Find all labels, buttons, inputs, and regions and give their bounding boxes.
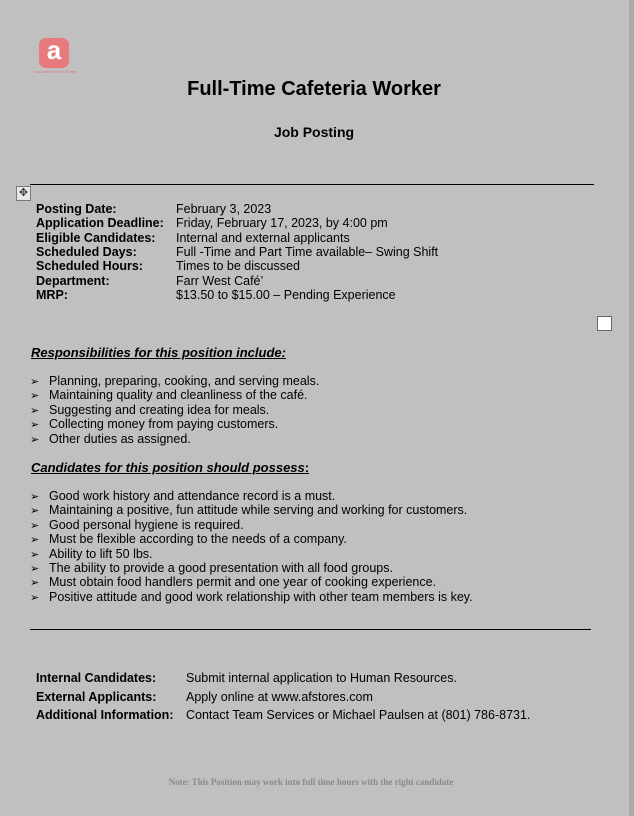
qualifications-heading-colon: : xyxy=(304,460,310,475)
list-item-text: Good personal hygiene is required. xyxy=(49,518,244,532)
detail-row xyxy=(36,245,438,259)
detail-row xyxy=(36,216,388,230)
detail-row xyxy=(36,274,263,288)
list-item-text: Ability to lift 50 lbs. xyxy=(49,547,153,561)
arrow-bullet-icon: ➢ xyxy=(30,534,40,546)
detail-label: MRP: xyxy=(36,288,68,302)
contact-row xyxy=(36,708,530,722)
table-move-icon[interactable]: ✥ xyxy=(16,186,31,201)
list-item-text: Good work history and attendance record is a must. xyxy=(49,489,336,503)
detail-label: Application Deadline: xyxy=(36,216,164,230)
list-item-text: Must be flexible according to the needs of a company. xyxy=(49,532,347,546)
page-title: Full-Time Cafeteria Worker xyxy=(187,78,441,100)
contact-label: External Applicants: xyxy=(36,690,157,704)
table-resize-handle-icon[interactable] xyxy=(597,316,612,331)
contact-row xyxy=(36,671,457,685)
contact-row xyxy=(36,690,373,704)
detail-row xyxy=(36,231,350,245)
arrow-bullet-icon: ➢ xyxy=(30,390,40,402)
contact-value: Submit internal application to Human Resources. xyxy=(186,671,457,685)
arrow-bullet-icon: ➢ xyxy=(30,577,40,589)
detail-label: Department: xyxy=(36,274,110,288)
contact-value: Apply online at www.afstores.com xyxy=(186,690,373,704)
detail-label: Posting Date: xyxy=(36,202,117,216)
contact-label: Additional Information: xyxy=(36,708,174,722)
arrow-bullet-icon: ➢ xyxy=(30,419,40,431)
detail-value: $13.50 to $15.00 – Pending Experience xyxy=(176,288,396,302)
page-subtitle: Job Posting xyxy=(273,124,355,140)
list-item-text: Suggesting and creating idea for meals. xyxy=(49,403,270,417)
detail-row xyxy=(36,259,300,273)
detail-value: Friday, February 17, 2023, by 4:00 pm xyxy=(176,216,388,230)
list-item xyxy=(30,489,335,504)
list-item-text: Maintaining quality and cleanliness of the café. xyxy=(49,388,308,402)
list-item-text: The ability to provide a good presentation with all food groups. xyxy=(49,561,393,575)
logo-caption: Associated Food Stores xyxy=(33,69,77,74)
responsibilities-heading: Responsibilities for this position include: xyxy=(31,345,286,360)
detail-label: Scheduled Days: xyxy=(36,245,137,259)
list-item xyxy=(30,374,319,389)
detail-value: Farr West Café’ xyxy=(176,274,264,288)
detail-label: Scheduled Hours: xyxy=(36,259,143,273)
footer-note: Note: This Position may work into full time hours with the right candidate xyxy=(168,777,454,787)
company-logo-icon xyxy=(39,35,69,68)
logo-glyph: a xyxy=(46,35,62,65)
list-item xyxy=(30,432,191,447)
list-item-text: Maintaining a positive, fun attitude while serving and working for customers. xyxy=(49,503,468,517)
detail-value: February 3, 2023 xyxy=(176,202,272,216)
qualifications-heading-text: Candidates for this position should possess xyxy=(31,460,305,475)
list-item-text: Must obtain food handlers permit and one year of cooking experience. xyxy=(49,575,437,589)
list-item xyxy=(30,561,393,576)
arrow-bullet-icon: ➢ xyxy=(30,491,40,503)
top-divider xyxy=(30,184,594,185)
list-item xyxy=(30,590,473,605)
detail-row xyxy=(36,288,396,302)
list-item xyxy=(30,403,269,418)
contact-label: Internal Candidates: xyxy=(36,671,157,685)
detail-row xyxy=(36,202,271,216)
list-item-text: Collecting money from paying customers. xyxy=(49,417,279,431)
list-item xyxy=(30,503,467,518)
arrow-bullet-icon: ➢ xyxy=(30,505,40,517)
detail-value: Internal and external applicants xyxy=(176,231,350,245)
arrow-bullet-icon: ➢ xyxy=(30,434,40,446)
list-item-text: Planning, preparing, cooking, and serving meals. xyxy=(49,374,320,388)
qualifications-heading xyxy=(31,460,309,475)
list-item-text: Positive attitude and good work relationship with other team members is key. xyxy=(49,590,473,604)
detail-value: Full -Time and Part Time available– Swing Shift xyxy=(176,245,439,259)
list-item xyxy=(30,547,153,562)
arrow-bullet-icon: ➢ xyxy=(30,592,40,604)
list-item xyxy=(30,532,347,547)
list-item xyxy=(30,417,278,432)
arrow-bullet-icon: ➢ xyxy=(30,549,40,561)
list-item xyxy=(30,518,244,533)
list-item-text: Other duties as assigned. xyxy=(49,432,191,446)
contact-value: Contact Team Services or Michael Paulsen at (801) 786-8731. xyxy=(186,708,531,722)
bottom-divider xyxy=(30,629,591,630)
detail-label: Eligible Candidates: xyxy=(36,231,156,245)
detail-value: Times to be discussed xyxy=(176,259,300,273)
list-item xyxy=(30,575,436,590)
list-item xyxy=(30,388,308,403)
arrow-bullet-icon: ➢ xyxy=(30,520,40,532)
page-edge xyxy=(629,0,634,816)
arrow-bullet-icon: ➢ xyxy=(30,405,40,417)
arrow-bullet-icon: ➢ xyxy=(30,376,40,388)
arrow-bullet-icon: ➢ xyxy=(30,563,40,575)
